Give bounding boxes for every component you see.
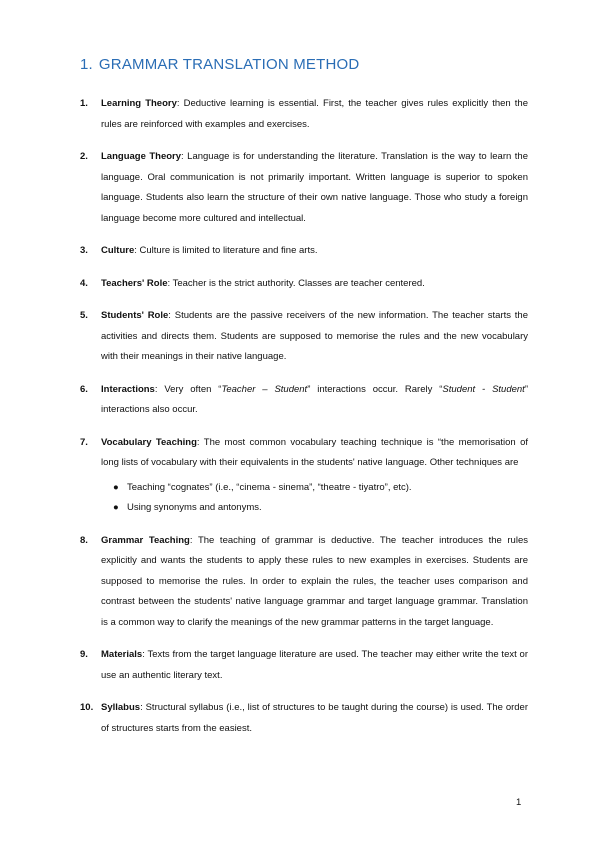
item-term: Teachers' Role — [101, 277, 168, 289]
item-term: Students' Role — [101, 310, 169, 321]
item-text: : Texts from the target language literature are used. The teacher may either write the text or use an authentic literary text. — [101, 649, 528, 681]
list-item — [80, 274, 528, 295]
page-number: 1 — [516, 797, 522, 808]
item-term: Culture — [101, 245, 135, 256]
item-term: Language Theory — [101, 151, 182, 162]
item-number: 4. — [80, 277, 88, 289]
item-text: : Students are the passive receivers of the new information. The teacher starts the activities and directs them. Students are supposed to memorise the rules and the new vocabulary with their meanings in their native language. — [101, 310, 529, 362]
item-number: 1. — [80, 98, 88, 109]
list-item — [80, 531, 528, 634]
bullet-item — [101, 478, 528, 499]
bullet-text: Using synonyms and antonyms. — [127, 502, 262, 513]
list-item — [80, 645, 528, 686]
heading-text: GRAMMAR TRANSLATION METHOD — [98, 56, 360, 73]
item-text: ” interactions occur. Rarely “ — [307, 383, 443, 395]
section-heading — [80, 56, 359, 73]
item-text: : Structural syllabus (i.e., list of structures to be taught during the course) is used. The order of structures starts from the easiest. — [101, 702, 528, 734]
item-number: 10. — [80, 702, 94, 713]
item-number: 8. — [80, 534, 88, 546]
list-item — [80, 698, 528, 739]
item-text: : Very often “ — [154, 383, 222, 395]
bullet-icon: ● — [113, 481, 119, 493]
item-number: 5. — [80, 310, 88, 321]
item-number: 9. — [80, 649, 88, 660]
item-text: : Culture is limited to literature and fine arts. — [134, 245, 318, 256]
list-item — [80, 241, 528, 262]
item-term: Vocabulary Teaching — [101, 436, 197, 448]
item-term: Grammar Teaching — [101, 534, 190, 546]
item-number: 7. — [80, 436, 88, 448]
item-term: Learning Theory — [101, 98, 177, 109]
list-item — [80, 94, 528, 135]
item-number: 3. — [80, 245, 88, 256]
item-italic-text: Teacher – Student — [221, 383, 308, 395]
item-italic-text: Student - Student — [442, 383, 525, 395]
item-term: Syllabus — [101, 702, 141, 713]
list-item — [80, 147, 528, 229]
item-term: Interactions — [101, 383, 155, 395]
item-text: : Language is for understanding the literature. Translation is the way to learn the language. Oral communication is not primarily important. Written language is superior to spoken language. Students also learn the structure of their own native language. Those who study a foreign language become more cultured and intellectual. — [101, 151, 528, 224]
bullet-icon: ● — [113, 502, 119, 513]
item-text: : Deductive learning is essential. First, the teacher gives rules explicitly then the rules are reinforced with examples and exercises. — [101, 98, 529, 130]
item-number: 6. — [80, 383, 88, 395]
item-text: : The most common vocabulary teaching technique is “the memorisation of long lists of vocabulary with their equivalents in the students' native language. Other techniques are — [101, 436, 528, 468]
numbered-list — [80, 94, 528, 751]
bullet-item — [101, 498, 528, 519]
bullet-list — [101, 478, 528, 519]
item-term: Materials — [101, 649, 143, 660]
item-text: ” interactions also occur. — [101, 383, 528, 415]
item-text: : The teaching of grammar is deductive. The teacher introduces the rules explicitly and wants the students to apply these rules to new examples in exercises. Students are supposed to memorise the rules. In order to explain the rules, the teacher uses comparison and contrast between the students' native language grammar and target language grammar. Translation is a common way to clarify the meanings of the new grammar patterns in the target language. — [101, 534, 528, 628]
list-item — [80, 433, 528, 519]
item-number: 2. — [80, 151, 88, 162]
item-text: : Teacher is the strict authority. Classes are teacher centered. — [167, 277, 425, 289]
heading-number: 1. — [80, 56, 93, 73]
list-item — [80, 306, 528, 368]
list-item — [80, 380, 528, 421]
bullet-text: Teaching “cognates” (i.e., “cinema - sinema”, “theatre - tiyatro”, etc). — [127, 481, 412, 493]
